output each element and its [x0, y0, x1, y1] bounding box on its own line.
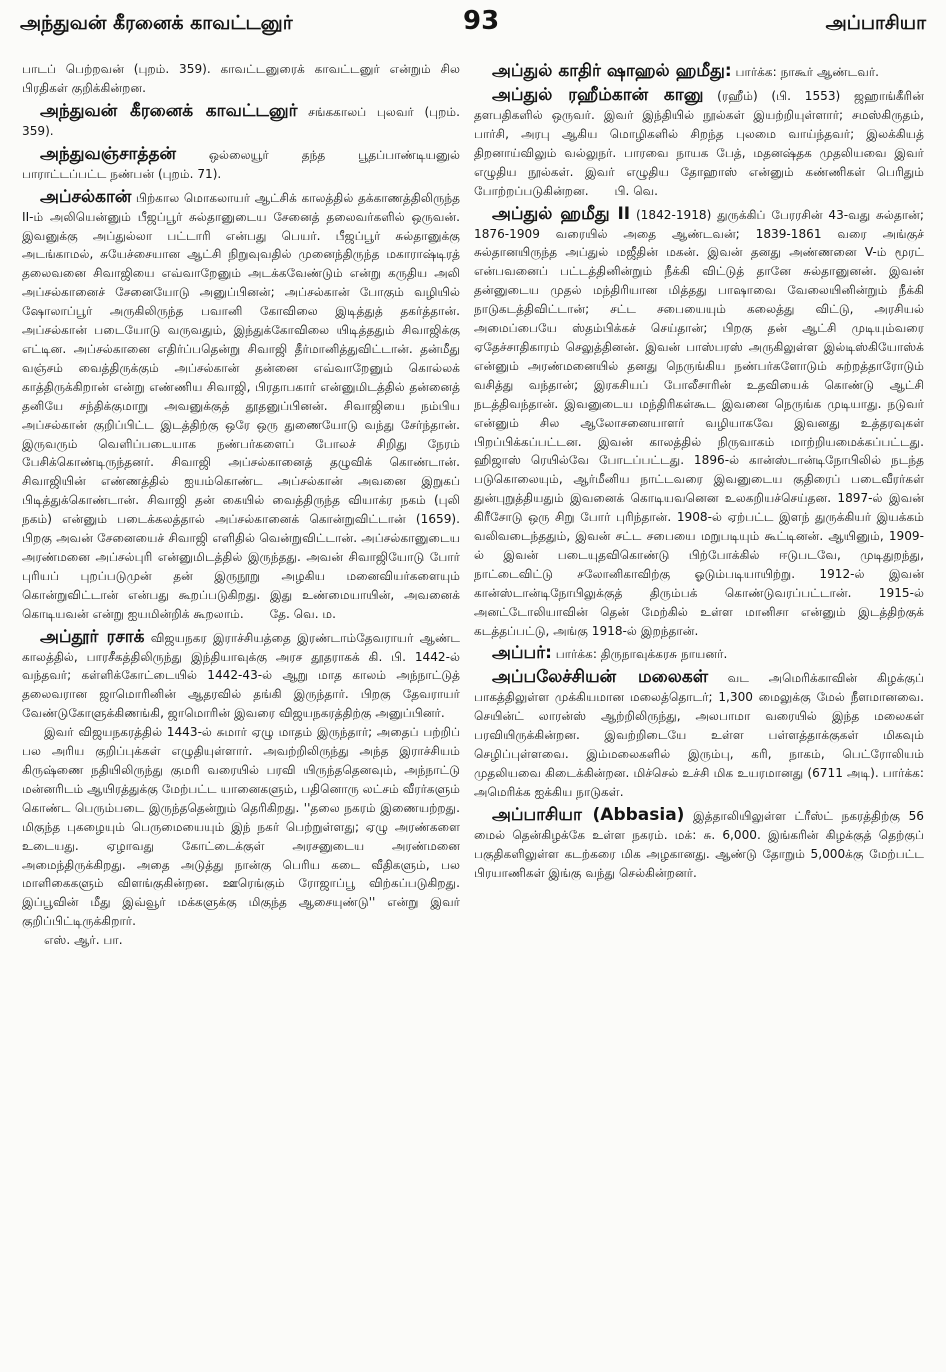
page-header	[20, 6, 926, 40]
entry-body: ஜஹாங்கீரின் தளபதிகளில் ஒருவர். இவர் இந்தியில் நூல்கள் இயற்றியுள்ளார்; சமஸ்கிருதம், பார்சி, அரபு ஆகிய மொழிகளில் சிறந்த புலமை வாய்ந்தவர்; இலக்கியத் திறனாய்விலும் வல்லுநர். பாரவை நாயக பேத், மதனஷ்தக முதலியவை இவர் எழுதிய நூல்கள். இவர் எழுதிய தோஹாஸ் என்னும் கண்ணிகள் பெரிதும் போற்றப்படுகின்றன.	[474, 89, 924, 198]
running-head-left: அந்துவன் கீரனைக் காவட்டனுர்	[20, 12, 293, 34]
entry-abdul-hamid-ii	[474, 203, 924, 641]
entry-body: பார்க்க: நாகூர் ஆண்டவர்.	[735, 65, 879, 79]
entry-body: ஒல்லையூர் தந்த பூதப்பாண்டியனுல் பாராட்டப்பட்ட நண்பன் (புறம். 71).	[22, 147, 460, 181]
entry-headword: அந்துவஞ்சாத்தன்	[40, 143, 176, 164]
entry-anthuvan-keeran	[22, 100, 460, 141]
entry-body: வட அமெரிக்காவின் கிழக்குப் பாகத்திலுள்ள முக்கியமான மலைத்தொடர்; 1,300 மைலுக்கு மேல் நீளமானவை. செயின்ட் லாரன்ஸ் ஆற்றிலிருந்து, அலபாமா வரையில் இந்த மலைகள் பரவியிருக்கின்றன. இவற்றிடையே உள்ள பள்ளத்தாக்குகள் மிகவும் செழிப்புள்ளவை. இம்மலைகளில் இரும்பு, கரி, நாகம், பெட்ரோலியம் முதலியவை கிடைக்கின்றன. மிச்செல் உச்சி மிக உயரமானது (6711 அடி). பார்க்க: அமெரிக்க ஐக்கிய நாடுகள்.	[474, 671, 924, 799]
entry-abbasia	[474, 804, 924, 883]
entry-abdul-qadir	[474, 60, 924, 82]
entry-body: சங்ககாலப் புலவர் (புறம். 359).	[22, 104, 460, 138]
author-signature: தே. வெ. ம.	[269, 606, 336, 621]
entry-headword: அப்தூர் ரசாக்	[40, 626, 145, 647]
right-column	[474, 60, 924, 1365]
entry-headword: அப்பலேச்சியன் மலைகள்	[492, 667, 709, 688]
entry-appar	[474, 642, 924, 664]
entry-headword: அப்பாசியா (Abbasia)	[492, 804, 685, 825]
author-signature: எஸ். ஆர். பா.	[44, 933, 123, 948]
entry-headword-extra: (1842-1918)	[635, 207, 712, 222]
entry-headword: அப்பர்:	[492, 643, 552, 664]
entry-body: பிற்கால மொகலாயர் ஆட்சிக் காலத்தில் தக்காணத்திலிருந்த II-ம் அலியென்னும் பீஜப்பூர் சுல்தானுடைய சேனைத் தலைவர்களில் ஒருவன். இவனுக்கு அப்துல்லா பட்டாரி என்பது பெயர். பீஜப்பூர் சுல்தானுக்கு அடங்காமல், சுயேச்சையான ஆட்சி நிறுவுவதில் முனைந்திருந்த மகாராஷ்டிரத் தலைவனை சிவாஜியை எவ்வாறேனும் அடக்கவேண்டும் என்று கருதிய அலி அப்சல்கானைச் சேனையோடு அனுப்பினன்; அப்சல்கான் போகும் வழியில் ஷோலாப்பூர் அருகிலிருந்த பவானி கோவிலை இடித்துத் தகர்த்தான். அப்சல்கான் படையோடு வருவதும், இந்துக்கோவிலை யிடித்ததும் சிவாஜிக்கு எட்டின. அப்சல்கானை எதிர்ப்பதென்று சிவாஜி தீர்மானித்துவிட்டான். தன்மீது வஞ்சம் வைத்திருக்கும் அப்சல்கான் தன்னை எவ்வாறேனும் கொல்லக் காத்திருக்கிறான் என்று எண்ணிய சிவாஜி, பிரதாபகார் என்னுமிடத்தில் தன்னைத் தனியே சந்திக்குமாறு அவனுக்குத் தூதனுப்பினன். சிவாஜியை நம்பிய அப்சல்கான் குறிப்பிட்ட இடத்திற்கு ஒரே ஒரு துணையோடு வந்து சேர்ந்தான். இருவரும் வெளிப்படையாக நண்பர்களைப் போலச் சிறிது நேரம் பேசிக்கொண்டிருந்தனர். சிவாஜி அப்சல்கானைத் தழுவிக் கொண்டான். சிவாஜியின் எண்ணத்தில் ஐயம்கொண்ட அப்சல்கான் அவனை இறுகப் பிடித்துக்கொண்டான். சிவாஜி தன் கையில் வைத்திருந்த வியாக்ர நகம் (புலி நகம்) என்னும் படைக்கலத்தால் அப்சல்கானைக் கொன்றுவிட்டான் (1659). பிறகு அவன் சேனையைச் சிவாஜி எளிதில் வென்றுவிட்டான். அப்சல்கானுடைய அரண்மனை அப்சல்புரி என்னுமிடத்தில் இருந்தது. அவன் சிவாஜியோடு போர் புரியப் புறப்படுமுன் தன் இருநூறு அழகிய மனைவியர்களையும் கொன்றுவிட்டான் என்பது கூறப்படுகிறது. இது உண்மையாயின், அவனைக் கொடியவன் என்று ஐயமின்றிக் கூறலாம்.	[22, 190, 460, 621]
entry-headword: அப்துல் ஹமீது II	[492, 203, 631, 224]
entry-body: இத்தாலியிலுள்ள ட்ரீஸ்ட் நகரத்திற்கு 56 மைல் தென்கிழக்கே உள்ள நகரம். மக்: சு. 6,000. இங்கரின் கிழக்குத் தெற்குப் பகுதிகளிலுள்ள கடற்கரை மிக அழகானது. ஆண்டு தோறும் 5,000க்கு மேற்பட்ட பிரயாணிகள் இங்கு வந்து செல்கின்றனர்.	[474, 808, 924, 880]
entry-body: பாடப் பெற்றவன் (புறம். 359). காவட்டனுரைக் காவட்டனுர் என்றும் சில பிரதிகள் குறிக்கின்றன.	[22, 62, 460, 95]
entry-abdur-razzaq	[22, 626, 460, 951]
entry-body: விஜயநகர இராச்சியத்தை இரண்டாம்தேவராயர் ஆண்ட காலத்தில், பாரசீகத்திலிருந்து இந்தியாவுக்கு அரச தூதராகக் கி. பி. 1442-ல் வந்தவர்; கள்ளிக்கோட்டையில் 1442-43-ல் ஆறு மாத காலம் அந்நாட்டுத் தலைவரான ஜாமொரினின் ஆதரவில் தங்கி இருந்தார். பிறகு தேவராயர் வேண்டுகோளுக்கிணங்கி, ஜாமொரின் இவரை விஜயநகரத்திற்கு அனுப்பினர்.	[22, 630, 460, 721]
entry-body: பார்க்க: திருநாவுக்கரசு நாயனர்.	[555, 647, 728, 662]
page-number: 93	[463, 6, 500, 36]
left-column	[22, 60, 460, 1365]
entry-afzal-khan	[22, 186, 460, 624]
entry-headword: அப்துல் காதிர் ஷாஹல் ஹமீது:	[492, 61, 732, 81]
entry-headword: அந்துவன் கீரனைக் காவட்டனுர்	[40, 100, 298, 121]
entry-body-paragraph: இவர் விஜயநகரத்தில் 1443-ல் சுமார் ஏழு மாதம் இருந்தார்; அதைப் பற்றிப் பல அரிய குறிப்புக்கள் எழுதியுள்ளார். அவற்றிலிருந்து அந்த இராச்சியம் கிருஷ்ணை நதியிலிருந்து குமரி வரையில் பரவி யிருந்ததெனவும், அந்நாட்டு மன்னரிடம் ஆயிரத்துக்கு மேற்பட்ட யானைகளும், பதினொரு லட்சம் வீரர்களும் கொண்ட பெரும்படை இருந்ததென்றும் தெரிகிறது. ''தலை நகரம் இணையற்றது. மிகுந்த புகழையும் பெருமையையும் இந் நகர் பெற்றுள்ளது; ஏழு அரண்களை உடையது. ஏழாவது கோட்டைக்குள் அரசனுடைய அரண்மனை அமைந்திருக்கிறது. அதை அடுத்து நான்கு பெரிய கடை வீதிகளும், பல மாளிகைகளும் விளங்குகின்றன. ஊரெங்கும் ரோஜாப்பூ விற்கப்படுகிறது. இப்பூவின் மீது இவ்வூர் மக்களுக்கு மிகுந்த ஆசையுண்டு'' என்று இவர் குறிப்பிட்டிருக்கிறார்.	[22, 725, 460, 929]
entry-body: துருக்கிப் பேரரசின் 43-வது சுல்தான்; 1876-1909 வரையில் அதை ஆண்டவன்; 1839-1861 வரை அங்குச் சுல்தானயிருந்த அப்துல் மஜீதின் மகன். இவன் தனது அண்ணனை V-ம் மூரட் என்பவனைப் பட்டத்தினின்றும் நீக்கி விட்டுத் தானே சுல்தானுனன். இவன் தன்னுடைய முதல் மந்திரியான மித்தது பாஷாவை வேலையினின்றும் நீக்கி நாடுகடத்திவிட்டான்; சட்ட சபையையும் கலைத்து விட்டு, அரசியல் அமைப்பையே ஸ்தம்பிக்கச் செய்தான்; பிறகு தன் ஆட்சி முடியும்வரை ஏதேச்சாதிகாரம் செலுத்தினன். இவன் பாஸ்பரஸ் அருகிலுள்ள இல்டிஸ்கியோஸ்க் என்னும் அரண்மனையில் தனது நெருங்கிய நண்பர்களோடும் சுற்றத்தாரோடும் வசித்து வந்தான்; இரகசியப் போலீசாரின் உதவியைக் கொண்டு ஆட்சி நடத்திவந்தான். இவனுடைய மந்திரிகள்கூட இவனை நெருங்க முடியாது. நடுவர் என்னும் சில ஆலோசனையாளர் வழியாகவே இவனது உத்தரவுகள் பிறப்பிக்கப்பட்டன. இவன் காலத்தில் நிருவாகம் மாற்றியமைக்கப்பட்டது. ஹிஜாஸ் ரெயில்வே போடப்பட்டது. 1896-ல் கான்ஸ்டான்டிநோபிலில் நடந்த படுகொலையும், ஆர்மீனிய நாட்டவரை இவனுடைய குதிரைப் படைவீரர்கள் துன்புறுத்தியதும் இவனைக் கொடியவனென உலகறியச்செய்தன. 1897-ல் இவன் கிரீசோடு ஒரு சிறு போர் புரிந்தான். 1908-ல் ஏற்பட்ட இளந் துருக்கியர் இயக்கம் வலிவடைந்ததும், இவன் சட்ட சபையை மறுபடியும் கூட்டினன். ஆயினும், 1909-ல் இவன் படையுதவிகொண்டு பிற்போக்கில் ஈடுபடவே, முடிதுறந்து, நாட்டைவிட்டு சலோனிகாவிற்கு ஓடும்படியாயிற்று. 1912-ல் இவன் கான்ஸ்டான்டிநோபிலுக்குத் திரும்பக் கொண்டுவரப்பட்டான். 1915-ல் அனட்டோலியாவின் தென் மேற்கில் உள்ள மானிசா என்னும் இடத்திற்குக் கடத்தப்பட்டு, அங்கு 1918-ல் இறந்தான்.	[474, 207, 924, 638]
entry-headword: அப்துல் ரஹீம்கான் கானு	[492, 85, 704, 105]
entry-appalachian-mountains	[474, 666, 924, 801]
entry-abdul-rahim-khan	[474, 84, 924, 201]
entry-headword-extra: (ரஹீம்) (பி. 1553)	[717, 89, 841, 103]
entry-headword: அப்சல்கான்	[40, 186, 132, 207]
entry-anthuvanchathan	[22, 143, 460, 184]
continued-text	[22, 60, 460, 98]
running-head-right: அப்பாசியா	[825, 12, 926, 34]
author-signature: பி. வெ.	[614, 183, 659, 198]
